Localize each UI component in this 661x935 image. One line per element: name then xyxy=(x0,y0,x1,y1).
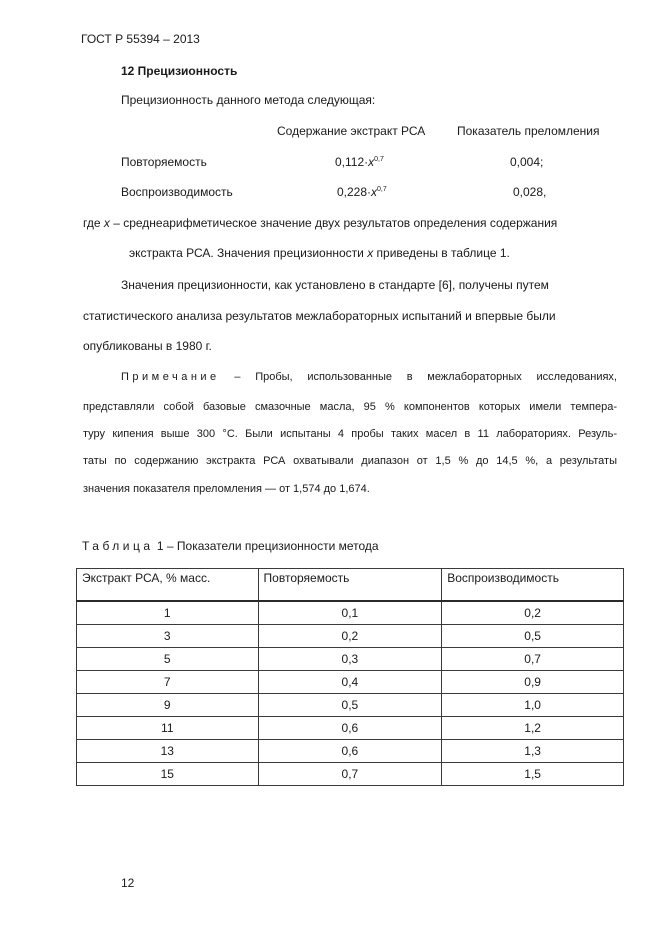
page-number: 12 xyxy=(121,876,135,890)
reproducibility-value: 0,028, xyxy=(513,185,547,199)
where-definition-continued: экстракта РСА. Значения прецизионности x приведены в таблице 1. xyxy=(129,246,510,260)
table-row: 11 0,6 1,2 xyxy=(77,717,624,740)
paragraph-line: статистического анализа результатов межлабораторных испытаний и впервые были xyxy=(83,309,556,323)
reproducibility-formula: $0,228\cdot x^{0,7}$ xyxy=(337,185,387,199)
column-header-refraction: Показатель преломления xyxy=(457,124,600,138)
table-row: 13 0,6 1,3 xyxy=(77,740,624,763)
repeatability-formula: $0,112\cdot x^{0,7}$ xyxy=(335,155,384,169)
header-reproducibility: Воспроизводимость xyxy=(442,569,624,602)
table-row: 9 0,5 1,0 xyxy=(77,694,624,717)
repeatability-label: Повторяемость xyxy=(121,155,207,169)
note-line: таты по содержанию экстракта РСА охватывали диапазон от 1,5 % до 14,5 %, а результаты xyxy=(83,455,617,467)
precision-table xyxy=(76,568,624,786)
header-extract: Экстракт РСА, % масс. xyxy=(77,569,259,602)
table-row: 5 0,3 0,7 xyxy=(77,648,624,671)
table-caption: Таблица 1 – Показатели прецизионности метода xyxy=(82,539,379,553)
table-row: 7 0,4 0,9 xyxy=(77,671,624,694)
table-row: 15 0,7 1,5 xyxy=(77,763,624,786)
note-first-line: Примечание – Пробы, использованные в межлабораторных исследованиях, xyxy=(121,371,617,383)
repeatability-value: 0,004; xyxy=(510,155,544,169)
paragraph-line: Значения прецизионности, как установлено в стандарте [6], получены путем xyxy=(121,278,549,292)
note-line: значения показателя преломления — от 1,574 до 1,674. xyxy=(83,483,370,495)
paragraph-line: опубликованы в 1980 г. xyxy=(83,339,212,353)
column-header-content: Содержание экстракт РСА xyxy=(277,124,426,138)
note-line: туру кипения выше 300 °С. Были испытаны 4 пробы таких масел в 11 лабораториях. Резуль- xyxy=(83,428,617,440)
table-row: 3 0,2 0,5 xyxy=(77,625,624,648)
note-label: Примечание xyxy=(121,371,220,383)
table-row: 1 0,1 0,2 xyxy=(77,601,624,625)
table-header-row xyxy=(77,569,624,602)
note-line: представляли собой базовые смазочные масла, 95 % компонентов которых имели темпера- xyxy=(83,401,617,413)
document-id: ГОСТ Р 55394 – 2013 xyxy=(81,32,200,46)
header-repeatability: Повторяемость xyxy=(258,569,442,602)
section-title: 12 Прецизионность xyxy=(121,64,238,78)
precision-intro: Прецизионность данного метода следующая: xyxy=(121,93,376,107)
reproducibility-label: Воспроизводимость xyxy=(121,185,233,199)
where-definition: где x – среднеарифметическое значение двух результатов определения содержания xyxy=(83,216,558,230)
